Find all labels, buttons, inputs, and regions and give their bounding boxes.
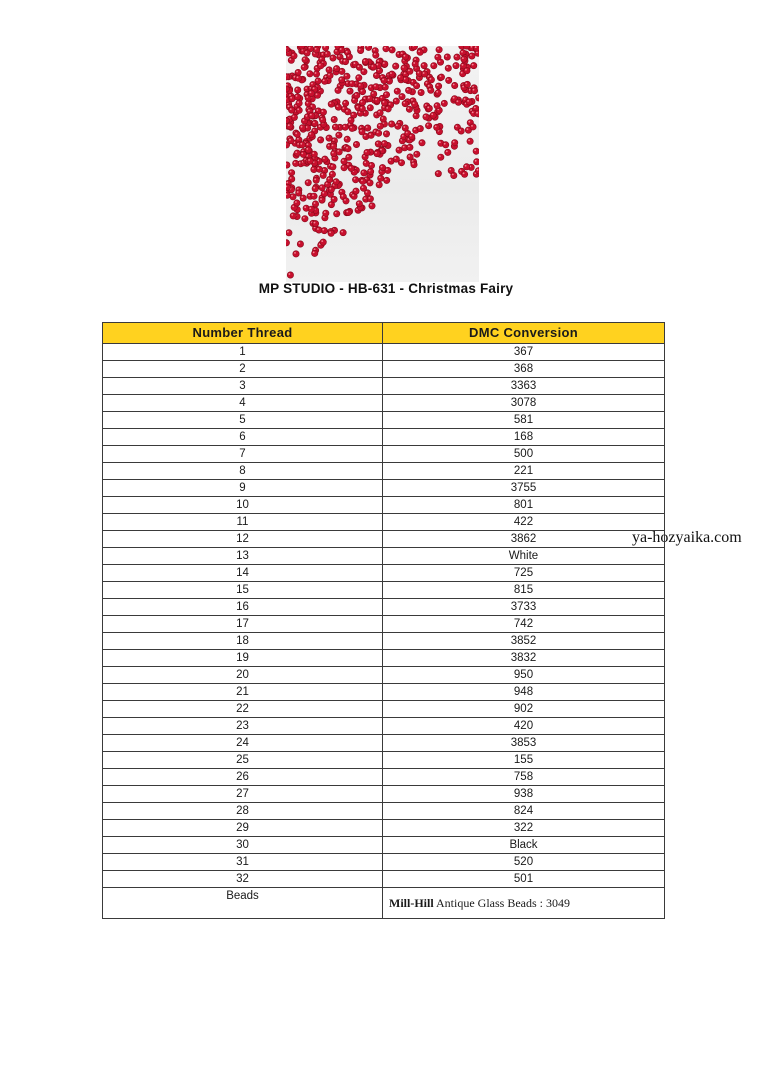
thread-number-cell: 28	[103, 803, 383, 820]
dmc-value-cell: 3733	[383, 599, 665, 616]
dmc-value-cell: 420	[383, 718, 665, 735]
thread-number-cell: 22	[103, 701, 383, 718]
header-dmc-conversion: DMC Conversion	[383, 323, 665, 344]
dmc-value-cell: 742	[383, 616, 665, 633]
table-row	[103, 871, 665, 888]
thread-number-cell: 18	[103, 633, 383, 650]
beads-value	[383, 888, 665, 919]
dmc-value-cell: 3853	[383, 735, 665, 752]
thread-number-cell: 24	[103, 735, 383, 752]
thread-number-cell: 13	[103, 548, 383, 565]
table-row	[103, 854, 665, 871]
beads-row	[103, 888, 665, 919]
dmc-value-cell: 581	[383, 412, 665, 429]
watermark-text: ya-hozyaika.com	[632, 529, 742, 546]
dmc-value-cell: 801	[383, 497, 665, 514]
table-row	[103, 531, 665, 548]
dmc-value-cell: 3832	[383, 650, 665, 667]
thread-number-cell: 7	[103, 446, 383, 463]
thread-number-cell: 15	[103, 582, 383, 599]
dmc-value-cell: 815	[383, 582, 665, 599]
thread-number-cell: 25	[103, 752, 383, 769]
dmc-value-cell: White	[383, 548, 665, 565]
table-row	[103, 395, 665, 412]
thread-number-cell: 31	[103, 854, 383, 871]
dmc-value-cell: 725	[383, 565, 665, 582]
thread-number-cell: 12	[103, 531, 383, 548]
header-number-thread: Number Thread	[103, 323, 383, 344]
red-seed-beads-icon	[286, 46, 479, 282]
table-row	[103, 752, 665, 769]
dmc-value-cell: 950	[383, 667, 665, 684]
table-row	[103, 565, 665, 582]
dmc-value-cell: 948	[383, 684, 665, 701]
dmc-value-cell: 758	[383, 769, 665, 786]
table-row	[103, 429, 665, 446]
table-row	[103, 820, 665, 837]
dmc-value-cell: 322	[383, 820, 665, 837]
table-body	[103, 344, 665, 919]
thread-number-cell: 32	[103, 871, 383, 888]
thread-number-cell: 16	[103, 599, 383, 616]
thread-number-cell: 8	[103, 463, 383, 480]
beads-label: Beads	[103, 888, 383, 919]
table-row	[103, 769, 665, 786]
table-row	[103, 463, 665, 480]
table-row	[103, 446, 665, 463]
table-row	[103, 480, 665, 497]
table-row	[103, 378, 665, 395]
thread-number-cell: 1	[103, 344, 383, 361]
thread-number-cell: 21	[103, 684, 383, 701]
dmc-value-cell: 221	[383, 463, 665, 480]
thread-number-cell: 5	[103, 412, 383, 429]
thread-number-cell: 10	[103, 497, 383, 514]
thread-number-cell: 29	[103, 820, 383, 837]
thread-number-cell: 2	[103, 361, 383, 378]
table-row	[103, 667, 665, 684]
dmc-value-cell: 501	[383, 871, 665, 888]
table-row	[103, 718, 665, 735]
dmc-value-cell: 824	[383, 803, 665, 820]
table-row	[103, 684, 665, 701]
dmc-value-cell: 367	[383, 344, 665, 361]
thread-number-cell: 20	[103, 667, 383, 684]
beads-description: Antique Glass Beads : 3049	[433, 896, 570, 910]
table-row	[103, 616, 665, 633]
dmc-value-cell: 3755	[383, 480, 665, 497]
table-row	[103, 786, 665, 803]
table-row	[103, 548, 665, 565]
dmc-value-cell: 520	[383, 854, 665, 871]
thread-number-cell: 4	[103, 395, 383, 412]
dmc-value-cell: Black	[383, 837, 665, 854]
dmc-value-cell: 3078	[383, 395, 665, 412]
table-row	[103, 344, 665, 361]
beads-brand: Mill-Hill	[389, 896, 434, 910]
thread-number-cell: 27	[103, 786, 383, 803]
thread-number-cell: 26	[103, 769, 383, 786]
dmc-value-cell: 168	[383, 429, 665, 446]
conversion-table	[102, 322, 665, 919]
thread-number-cell: 14	[103, 565, 383, 582]
dmc-value-cell: 938	[383, 786, 665, 803]
table-row	[103, 582, 665, 599]
thread-number-cell: 19	[103, 650, 383, 667]
table-row	[103, 514, 665, 531]
dmc-value-cell: 500	[383, 446, 665, 463]
dmc-value-cell: 3852	[383, 633, 665, 650]
dmc-value-cell: 368	[383, 361, 665, 378]
table-row	[103, 599, 665, 616]
dmc-value-cell: 3363	[383, 378, 665, 395]
table-row	[103, 412, 665, 429]
thread-number-cell: 6	[103, 429, 383, 446]
table-row	[103, 633, 665, 650]
dmc-value-cell: 902	[383, 701, 665, 718]
dmc-value-cell: 155	[383, 752, 665, 769]
table-row	[103, 650, 665, 667]
table-row	[103, 803, 665, 820]
beads-photo	[286, 46, 479, 282]
thread-number-cell: 11	[103, 514, 383, 531]
thread-number-cell: 23	[103, 718, 383, 735]
table-header-row	[103, 323, 665, 344]
thread-number-cell: 3	[103, 378, 383, 395]
table-row	[103, 735, 665, 752]
thread-number-cell: 9	[103, 480, 383, 497]
table-row	[103, 497, 665, 514]
table-row	[103, 837, 665, 854]
thread-number-cell: 30	[103, 837, 383, 854]
table-row	[103, 701, 665, 718]
page-title: MP STUDIO - HB-631 - Christmas Fairy	[258, 281, 514, 296]
dmc-value-cell: 3862	[383, 531, 665, 548]
dmc-value-cell: 422	[383, 514, 665, 531]
table-row	[103, 361, 665, 378]
thread-number-cell: 17	[103, 616, 383, 633]
